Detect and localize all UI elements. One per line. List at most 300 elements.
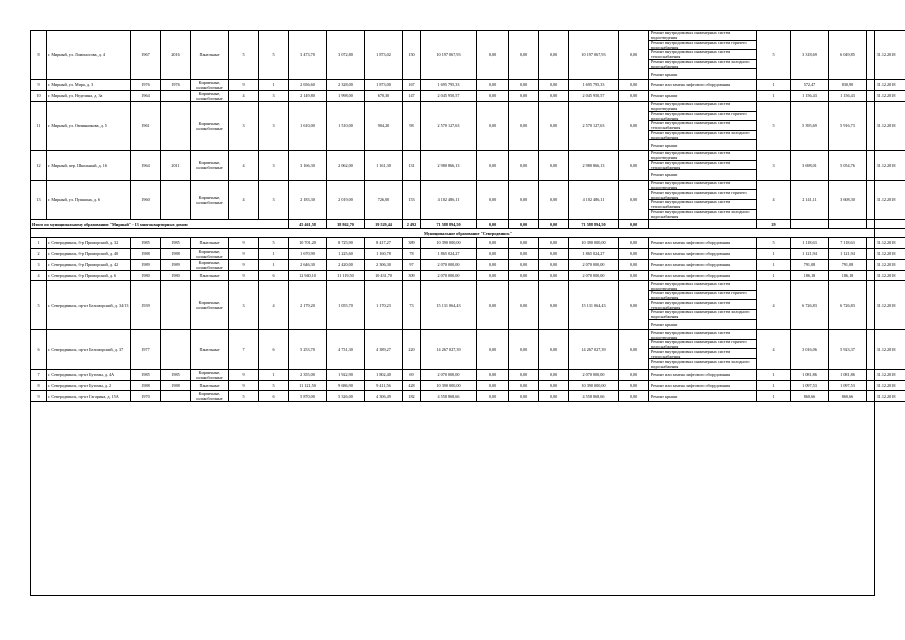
total-value-cell: 2 492 — [403, 220, 421, 229]
entrances-cell: 6 — [259, 330, 289, 369]
local-budget-cell: 0,00 — [539, 248, 569, 259]
build-year-cell: 1988 — [131, 380, 161, 391]
unit-cost-cell: 186,18 — [791, 270, 829, 281]
work-item: Ремонт внутридомовых инженерных систем горячего водоснабжения — [649, 190, 756, 200]
fund-share-cell: 0,00 — [477, 330, 509, 369]
entrances-cell: 1 — [259, 369, 289, 380]
row-number: 9 — [31, 391, 47, 402]
deadline-cell: 31.12.2018 — [867, 380, 905, 391]
living-area-cell: 5 326,00 — [327, 391, 365, 402]
work-item: Ремонт внутридомовых инженерных систем водоотведения — [649, 181, 756, 191]
work-item: Ремонт внутридомовых инженерных систем горячего водоснабжения — [649, 291, 756, 301]
owned-area-cell: 4 389,27 — [365, 330, 403, 369]
address-cell: г. Мирный, ул. Ломоносова, д. 4 — [47, 31, 131, 80]
limit-cost-cell: 5 054,76 — [829, 150, 867, 180]
regional-budget-cell: 0,00 — [509, 180, 539, 219]
living-area-cell: 2 019,00 — [327, 180, 365, 219]
limit-cost-cell: 5 916,73 — [829, 101, 867, 150]
regional-budget-cell: 0,00 — [509, 270, 539, 281]
total-cost-cell: 4 558 868,66 — [421, 391, 477, 402]
other-funds-cell: 0,00 — [619, 31, 649, 80]
row-number: 5 — [31, 281, 47, 330]
floors-cell: 9 — [229, 238, 259, 249]
row-number: 2 — [31, 248, 47, 259]
limit-cost-cell: 3 608,30 — [829, 180, 867, 219]
row-number: 12 — [31, 150, 47, 180]
limit-cost-cell: 860,66 — [829, 391, 867, 402]
residents-cell: 153 — [403, 180, 421, 219]
address-cell: г. Мирный, ул. Мира, д. 3 — [47, 79, 131, 90]
work-item: Ремонт внутридомовых инженерных систем водоотведения — [649, 330, 756, 340]
address-cell: г. Мирный, ул. Неделина, д. 3а — [47, 90, 131, 101]
work-units-cell: 3 — [757, 150, 791, 180]
works-list-cell — [649, 31, 757, 80]
deadline-cell: 31.12.2018 — [867, 391, 905, 402]
total-cost-cell: 2 070 000,00 — [421, 270, 477, 281]
residents-cell: 98 — [403, 101, 421, 150]
works-list-cell — [649, 330, 757, 369]
deadline-cell: 31.12.2018 — [867, 180, 905, 219]
deadline-cell: 31.12.2018 — [867, 31, 905, 80]
residents-cell: 220 — [403, 330, 421, 369]
work-units-cell: 1 — [757, 90, 791, 101]
living-area-cell: 1 998,00 — [327, 90, 365, 101]
work-item: Ремонт или замена лифтового оборудования — [651, 240, 731, 246]
owners-funds-cell: 15 131 064,43 — [569, 281, 619, 330]
floors-cell: 9 — [229, 79, 259, 90]
total-area-cell: 3 473,70 — [289, 31, 327, 80]
floors-cell: 4 — [229, 90, 259, 101]
regional-budget-cell: 0,00 — [509, 31, 539, 80]
municipality-header: Муниципальное образование "Северодвинск" — [31, 229, 905, 238]
total-area-cell: 2 355,00 — [289, 369, 327, 380]
last-repair-year-cell: 1985 — [161, 238, 191, 249]
total-area-cell: 2 179,20 — [289, 281, 327, 330]
entrances-cell: 6 — [259, 391, 289, 402]
regional-budget-cell: 0,00 — [509, 391, 539, 402]
work-units-cell: 1 — [757, 248, 791, 259]
entrances-cell: 3 — [259, 101, 289, 150]
last-repair-year-cell: 1988 — [161, 380, 191, 391]
unit-cost-cell: 572,47 — [791, 79, 829, 90]
build-year-cell: 1985 — [131, 369, 161, 380]
fund-share-cell: 0,00 — [477, 238, 509, 249]
address-cell: г. Северодвинск, пр-кт Бутомы, д. 4А — [47, 369, 131, 380]
wall-material-cell: Кирпичные, шлакоблочные — [191, 391, 229, 402]
fund-share-cell: 0,00 — [477, 150, 509, 180]
residents-cell: 309 — [403, 270, 421, 281]
residents-cell: 182 — [403, 391, 421, 402]
total-value-cell: 0,00 — [477, 220, 509, 229]
other-funds-cell: 0,00 — [619, 281, 649, 330]
limit-cost-cell: 6 726,83 — [829, 281, 867, 330]
row-number: 4 — [31, 270, 47, 281]
table-row — [31, 391, 905, 402]
entrances-cell: 5 — [259, 380, 289, 391]
total-area-cell: 3 166,30 — [289, 150, 327, 180]
work-item: Ремонт внутридомовых инженерных систем теплоснабжения — [649, 300, 756, 310]
owners-funds-cell: 4 558 868,66 — [569, 391, 619, 402]
total-value-cell: 29 — [757, 220, 791, 229]
owned-area-cell: 9 411,56 — [365, 380, 403, 391]
entrances-cell: 3 — [259, 150, 289, 180]
wall-material-cell: Кирпичные, шлакоблочные — [191, 248, 229, 259]
limit-cost-cell: 791,08 — [829, 259, 867, 270]
living-area-cell: 2 062,00 — [327, 150, 365, 180]
residents-cell: 78 — [403, 248, 421, 259]
unit-cost-cell: 791,08 — [791, 259, 829, 270]
unit-cost-cell: 2 141,11 — [791, 180, 829, 219]
deadline-cell: 31.12.2018 — [867, 90, 905, 101]
entrances-cell: 5 — [259, 31, 289, 80]
build-year-cell: 1988 — [131, 248, 161, 259]
total-cost-cell: 2 980 866,13 — [421, 150, 477, 180]
residents-cell: 428 — [403, 380, 421, 391]
table-row — [31, 31, 905, 80]
build-year-cell: 1961 — [131, 101, 161, 150]
build-year-cell: 1985 — [131, 238, 161, 249]
owned-area-cell: 1 873,02 — [365, 31, 403, 80]
owners-funds-cell: 10 390 000,00 — [569, 380, 619, 391]
total-area-cell: 2 646,30 — [289, 259, 327, 270]
deadline-cell: 31.12.2018 — [867, 150, 905, 180]
work-item: Ремонт внутридомовых инженерных систем холодного водоснабжения — [649, 310, 756, 320]
fund-share-cell: 0,00 — [477, 391, 509, 402]
wall-material-cell: Панельные — [191, 380, 229, 391]
work-item: Ремонт или замена лифтового оборудования — [651, 371, 731, 377]
floors-cell: 9 — [229, 369, 259, 380]
total-area-cell: 12 940,10 — [289, 270, 327, 281]
regional-budget-cell: 0,00 — [509, 369, 539, 380]
works-list-cell — [649, 259, 757, 270]
work-item: Ремонт внутридомовых инженерных систем горячего водоснабжения — [649, 112, 756, 122]
local-budget-cell: 0,00 — [539, 180, 569, 219]
table-row — [31, 101, 905, 150]
wall-material-cell: Кирпичные, шлакоблочные — [191, 101, 229, 150]
last-repair-year-cell: 1985 — [161, 369, 191, 380]
build-year-cell: 1970 — [131, 391, 161, 402]
living-area-cell: 1 922,90 — [327, 369, 365, 380]
works-list-cell — [649, 270, 757, 281]
owned-area-cell: 1 873,00 — [365, 79, 403, 90]
floors-cell: 4 — [229, 180, 259, 219]
build-year-cell: 1977 — [131, 330, 161, 369]
owned-area-cell: 1 160,78 — [365, 248, 403, 259]
work-item: Ремонт внутридомовых инженерных систем теплоснабжения — [649, 161, 756, 171]
build-year-cell: 1976 — [131, 79, 161, 90]
table-row — [31, 150, 905, 180]
other-funds-cell: 0,00 — [619, 259, 649, 270]
regional-budget-cell: 0,00 — [509, 380, 539, 391]
fund-share-cell: 0,00 — [477, 380, 509, 391]
work-item: Ремонт внутридомовых инженерных систем горячего водоснабжения — [649, 41, 756, 51]
deadline-cell: 31.12.2018 — [867, 369, 905, 380]
row-number: 3 — [31, 259, 47, 270]
work-item: Ремонт внутридомовых инженерных систем холодного водоснабжения — [649, 131, 756, 141]
table-row — [31, 259, 905, 270]
total-area-cell: 1 610,00 — [289, 101, 327, 150]
total-area-cell: 1 670,90 — [289, 248, 327, 259]
work-item: Ремонт или замена лифтового оборудования — [651, 272, 731, 278]
local-budget-cell: 0,00 — [539, 330, 569, 369]
residents-cell: 73 — [403, 281, 421, 330]
wall-material-cell: Кирпичные, шлакоблочные — [191, 79, 229, 90]
total-cost-cell: 15 131 064,43 — [421, 281, 477, 330]
residents-cell: 69 — [403, 369, 421, 380]
fund-share-cell: 0,00 — [477, 259, 509, 270]
work-units-cell: 1 — [757, 391, 791, 402]
table-row — [31, 330, 905, 369]
entrances-cell: 3 — [259, 90, 289, 101]
regional-budget-cell: 0,00 — [509, 79, 539, 90]
work-units-cell: 4 — [757, 330, 791, 369]
owned-area-cell: 4 306,49 — [365, 391, 403, 402]
last-repair-year-cell: 2016 — [161, 31, 191, 80]
other-funds-cell: 0,00 — [619, 380, 649, 391]
local-budget-cell: 0,00 — [539, 391, 569, 402]
total-value-cell: 0,00 — [539, 220, 569, 229]
other-funds-cell: 0,00 — [619, 150, 649, 180]
work-units-cell: 1 — [757, 259, 791, 270]
limit-cost-cell: 830,90 — [829, 79, 867, 90]
living-area-cell: 2 420,00 — [327, 259, 365, 270]
local-budget-cell: 0,00 — [539, 90, 569, 101]
floors-cell: 7 — [229, 330, 259, 369]
floors-cell: 9 — [229, 248, 259, 259]
total-area-cell: 2 183,30 — [289, 180, 327, 219]
owners-funds-cell: 1 865 024,27 — [569, 248, 619, 259]
other-funds-cell: 0,00 — [619, 180, 649, 219]
wall-material-cell: Кирпичные, шлакоблочные — [191, 259, 229, 270]
other-funds-cell: 0,00 — [619, 79, 649, 90]
total-value-cell: 71 588 894,50 — [421, 220, 477, 229]
work-item: Ремонт внутридомовых инженерных систем горячего водоснабжения — [649, 340, 756, 350]
unit-cost-cell: 1 121,94 — [791, 248, 829, 259]
deadline-cell: 31.12.2018 — [867, 330, 905, 369]
total-value-cell: 0,00 — [509, 220, 539, 229]
unit-cost-cell: 3 318,69 — [791, 31, 829, 80]
limit-cost-cell: 1 097,53 — [829, 380, 867, 391]
limit-cost-cell: 186,18 — [829, 270, 867, 281]
limit-cost-cell: 1 156,43 — [829, 90, 867, 101]
total-cost-cell: 14 267 027,39 — [421, 330, 477, 369]
capital-repair-register-table — [30, 30, 905, 402]
local-budget-cell: 0,00 — [539, 369, 569, 380]
address-cell: г. Северодвинск, б-р Приморский, д. 40 — [47, 248, 131, 259]
table-row — [31, 90, 905, 101]
owners-funds-cell: 14 267 027,39 — [569, 330, 619, 369]
living-area-cell: 1 225,60 — [327, 248, 365, 259]
unit-cost-cell: 5 395,69 — [791, 101, 829, 150]
living-area-cell: 11 119,50 — [327, 270, 365, 281]
local-budget-cell: 0,00 — [539, 270, 569, 281]
work-item: Ремонт крыши — [651, 393, 678, 399]
floors-cell: 4 — [229, 150, 259, 180]
work-item: Ремонт внутридомовых инженерных систем холодного водоснабжения — [651, 209, 750, 220]
last-repair-year-cell: 1976 — [161, 79, 191, 90]
entrances-cell: 4 — [259, 281, 289, 330]
work-units-cell: 1 — [757, 380, 791, 391]
owners-funds-cell: 2 070 000,00 — [569, 270, 619, 281]
row-number: 8 — [31, 380, 47, 391]
works-list-cell — [649, 180, 757, 219]
deadline-cell: 31.12.2018 — [867, 248, 905, 259]
wall-material-cell: Панельные — [191, 330, 229, 369]
local-budget-cell: 0,00 — [539, 31, 569, 80]
table-row — [31, 238, 905, 249]
work-item: Ремонт или замена лифтового оборудования — [651, 382, 731, 388]
residents-cell: 97 — [403, 259, 421, 270]
address-cell: г. Северодвинск, б-р Приморский, д. 32 — [47, 238, 131, 249]
work-item: Ремонт или замена лифтового оборудования — [651, 82, 731, 88]
floors-cell: 5 — [229, 391, 259, 402]
total-cost-cell: 1 695 795,33 — [421, 79, 477, 90]
living-area-cell: 3 072,80 — [327, 31, 365, 80]
wall-material-cell: Панельные — [191, 238, 229, 249]
wall-material-cell: Кирпичные, шлакоблочные — [191, 90, 229, 101]
work-units-cell: 5 — [757, 238, 791, 249]
table-row — [31, 380, 905, 391]
owned-area-cell: 1 161,30 — [365, 150, 403, 180]
fund-share-cell: 0,00 — [477, 90, 509, 101]
other-funds-cell: 0,00 — [619, 330, 649, 369]
floors-cell: 3 — [229, 101, 259, 150]
owners-funds-cell: 10 390 000,00 — [569, 238, 619, 249]
owners-funds-cell: 1 695 795,33 — [569, 79, 619, 90]
total-cost-cell: 2 045 950,57 — [421, 90, 477, 101]
total-area-cell: 2 149,80 — [289, 90, 327, 101]
unit-cost-cell: 6 726,83 — [791, 281, 829, 330]
work-item: Ремонт крыши — [651, 172, 678, 178]
other-funds-cell: 0,00 — [619, 369, 649, 380]
owners-funds-cell: 2 070 000,00 — [569, 259, 619, 270]
total-cost-cell: 1 865 024,27 — [421, 248, 477, 259]
total-value-cell — [649, 220, 757, 229]
work-item: Ремонт внутридомовых инженерных систем водоотведения — [649, 31, 756, 41]
works-list-cell — [649, 79, 757, 90]
local-budget-cell: 0,00 — [539, 150, 569, 180]
entrances-cell: 1 — [259, 248, 289, 259]
works-list-cell — [649, 281, 757, 330]
other-funds-cell: 0,00 — [619, 391, 649, 402]
regional-budget-cell: 0,00 — [509, 90, 539, 101]
table-row — [31, 248, 905, 259]
wall-material-cell: Кирпичные, шлакоблочные — [191, 369, 229, 380]
owned-area-cell: 2 306,30 — [365, 259, 403, 270]
row-number: 9 — [31, 79, 47, 90]
total-label: Итого по муниципальному образованию "Мирный" - 13 многоквартирных домов: — [31, 220, 289, 229]
last-repair-year-cell: 1988 — [161, 248, 191, 259]
unit-cost-cell: 1 081,86 — [791, 369, 829, 380]
last-repair-year-cell — [161, 391, 191, 402]
owners-funds-cell: 2 045 950,57 — [569, 90, 619, 101]
regional-budget-cell: 0,00 — [509, 101, 539, 150]
last-repair-year-cell — [161, 330, 191, 369]
entrances-cell: 1 — [259, 259, 289, 270]
works-list-cell — [649, 248, 757, 259]
total-cost-cell: 10 390 000,00 — [421, 380, 477, 391]
owned-area-cell: 904,20 — [365, 101, 403, 150]
limit-cost-cell: 6 049,85 — [829, 31, 867, 80]
address-cell: г. Северодвинск, пр-кт Беломорский, д. 34/13 — [47, 281, 131, 330]
wall-material-cell: Панельные — [191, 31, 229, 80]
table-row — [31, 281, 905, 330]
floors-cell: 9 — [229, 380, 259, 391]
living-area-cell: 8 725,90 — [327, 238, 365, 249]
address-cell: г. Мирный, ул. Овчинникова, д. 5 — [47, 101, 131, 150]
regional-budget-cell: 0,00 — [509, 150, 539, 180]
address-cell: г. Мирный, пер. Школьный, д. 16 — [47, 150, 131, 180]
deadline-cell: 31.12.2018 — [867, 238, 905, 249]
total-area-cell: 11 121,50 — [289, 380, 327, 391]
entrances-cell: 1 — [259, 79, 289, 90]
total-area-cell: 10 701,20 — [289, 238, 327, 249]
row-number: 11 — [31, 101, 47, 150]
work-units-cell: 1 — [757, 369, 791, 380]
deadline-cell: 31.12.2018 — [867, 259, 905, 270]
unit-cost-cell: 3 698,01 — [791, 150, 829, 180]
total-cost-cell: 10 390 000,00 — [421, 238, 477, 249]
total-cost-cell: 2 070 000,00 — [421, 259, 477, 270]
table-row — [31, 79, 905, 90]
limit-cost-cell: 7 118,63 — [829, 238, 867, 249]
work-item: Ремонт внутридомовых инженерных систем теплоснабжения — [649, 121, 756, 131]
municipality-header-row — [31, 229, 905, 238]
fund-share-cell: 0,00 — [477, 79, 509, 90]
table-row — [31, 180, 905, 219]
regional-budget-cell: 0,00 — [509, 281, 539, 330]
owned-area-cell: 726,00 — [365, 180, 403, 219]
row-number: 6 — [31, 330, 47, 369]
works-list-cell — [649, 238, 757, 249]
floors-cell: 3 — [229, 281, 259, 330]
owners-funds-cell: 4 102 486,11 — [569, 180, 619, 219]
fund-share-cell: 0,00 — [477, 180, 509, 219]
work-units-cell: 5 — [757, 31, 791, 80]
living-area-cell: 1 510,00 — [327, 101, 365, 150]
work-item: Ремонт крыши — [651, 93, 678, 99]
regional-budget-cell: 0,00 — [509, 238, 539, 249]
owned-area-cell: 1 170,23 — [365, 281, 403, 330]
address-cell: г. Северодвинск, пр-кт Беломорский, д. 37 — [47, 330, 131, 369]
total-cost-cell: 4 102 486,11 — [421, 180, 477, 219]
work-item: Ремонт или замена лифтового оборудования — [651, 261, 731, 267]
total-value-cell: 38 862,70 — [327, 220, 365, 229]
living-area-cell: 1 055,70 — [327, 281, 365, 330]
work-item: Ремонт крыши — [651, 71, 678, 77]
local-budget-cell: 0,00 — [539, 281, 569, 330]
wall-material-cell: Кирпичные, шлакоблочные — [191, 150, 229, 180]
unit-cost-cell: 3 016,06 — [791, 330, 829, 369]
fund-share-cell: 0,00 — [477, 101, 509, 150]
address-cell: г. Северодвинск, пр-кт Бутомы, д. 2 — [47, 380, 131, 391]
other-funds-cell: 0,00 — [619, 248, 649, 259]
total-area-cell: 5 253,70 — [289, 330, 327, 369]
address-cell: г. Северодвинск, пр-кт Гагарина, д. 15А — [47, 391, 131, 402]
build-year-cell: 1939 — [131, 281, 161, 330]
owners-funds-cell: 2 570 127,63 — [569, 101, 619, 150]
build-year-cell: 1964 — [131, 90, 161, 101]
works-list-cell — [649, 391, 757, 402]
wall-material-cell: Кирпичные, шлакоблочные — [191, 281, 229, 330]
residents-cell: 167 — [403, 79, 421, 90]
work-item: Ремонт крыши — [651, 142, 678, 148]
residents-cell: 131 — [403, 150, 421, 180]
wall-material-cell: Панельные — [191, 270, 229, 281]
fund-share-cell: 0,00 — [477, 281, 509, 330]
residents-cell: 150 — [403, 31, 421, 80]
last-repair-year-cell: 1980 — [161, 270, 191, 281]
